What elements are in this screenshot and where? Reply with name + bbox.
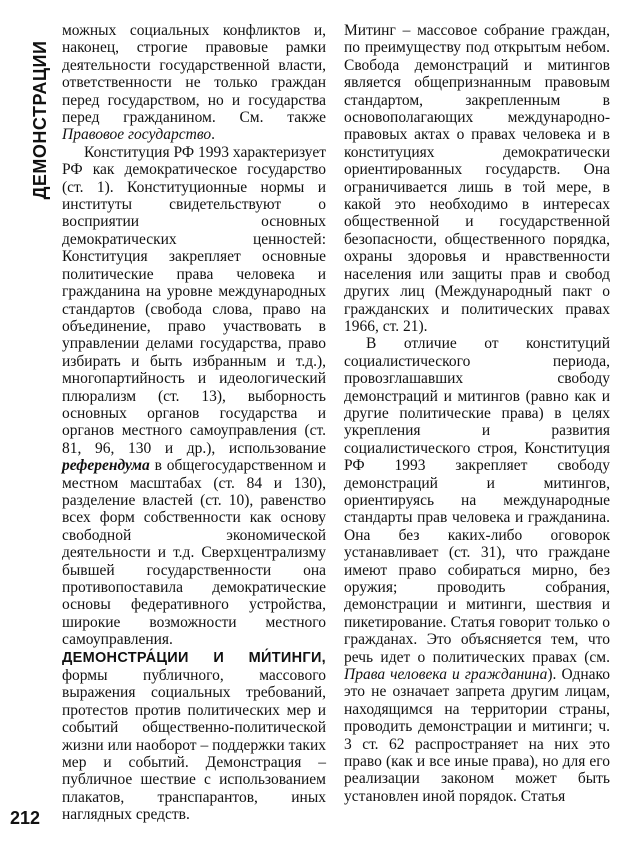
paragraph	[344, 22, 610, 335]
page-number: 212	[10, 808, 41, 828]
paragraph-text: в общегосударственном и местном масштабах (ст. 84 и 130), разделение властей (ст. 10), равенство всех форм собственности как основу свободной экономической деятельности и т.д. Сверхцентрализму бывшей государственности она противопоставила демократические основы федеративного устройства, широкие возможности местного самоуправления.	[62, 457, 326, 649]
paragraph-text: В отличие от конституций социалистического периода, провозглашавших свободу демонстраций и митингов (равно как и другие политические права) в целях укрепления и развития социалистического строя, Конституция РФ 1993 закрепляет свободу демонстраций и митингов, ориентируясь на международные стандарты прав человека и гражданина. Она без каких-либо оговорок устанавливает (ст. 31), что граждане имеют право собираться мирно, без оружия; проводить собрания, демонстрации и митинги, шествия и пикетирование. Статья говорит только о гражданах. Это объясняется тем, что речь идет о политических правах (см.	[344, 335, 610, 666]
cross-reference: референдума	[62, 457, 150, 475]
paragraph-text: можных социальных конфликтов и, наконец, строгие правовые рамки деятельности государственной власти, ответственности не только граждан перед государством, но и государства перед гражданином. См. также	[62, 22, 326, 127]
paragraph-text: ). Однако это не означает запрета другим лицам, находящимся на территории страны, проводить демонстрации и митинги; ч. 3 ст. 62 распространяет на них это право (как и все иные права), но для его реализации законом может быть установлен иной порядок. Статья	[344, 666, 610, 805]
paragraph-text: Конституция РФ 1993 характеризует РФ как демократическое государство (ст. 1). Конституционные нормы и институты свидетельствуют о восприятии основных демократических ценностей: Конституция закрепляет основные политические права человека и гражданина на уровне международных стандартов (свобода слова, право на объединение, право участвовать в управлении делами государства, право избирать и быть избранным и т.д.), многопартийность и идеологический плюрализм (ст. 13), выборность основных органов государства и органов местного самоуправления (ст. 81, 96, 130 и др.), использование	[62, 143, 326, 457]
paragraph-text: Митинг – массовое собрание граждан, по преимуществу под открытым небом. Свобода демонстраций и митингов является общепризнанным правовым стандартом, закрепленным в основополагающих международно-правовых актах о правах человека и в конституциях демократически ориентированных государств. Она ограничивается лишь в той мере, в какой это необходимо в интересах общественной и государственной безопасности, общественного порядка, охраны здоровья и нравственности населения или защиты прав и свобод других лиц (Международный пакт о гражданских и политических правах 1966, ст. 21).	[344, 22, 610, 335]
paragraph	[62, 144, 326, 649]
entry	[62, 649, 326, 824]
running-header-text: ДЕМОНСТРАЦИИ	[30, 40, 50, 200]
cross-reference: Правовое государство	[62, 126, 212, 144]
entry-headword: ДЕМОНСТРА́ЦИИ И МИ́ТИНГИ,	[62, 649, 326, 666]
cross-reference: Права человека и гражданина	[344, 666, 548, 684]
right-column	[344, 22, 610, 805]
paragraph	[62, 22, 326, 144]
left-column	[62, 22, 326, 824]
running-header	[26, 30, 58, 210]
entry-definition: формы публичного, массового выражения социальных требований, протестов против политических мер и событий общественно-политической жизни или наоборот – поддержки таких мер и событий. Демонстрация – публичное шествие с использованием плакатов, транспарантов, иных наглядных средств.	[62, 667, 326, 824]
paragraph	[344, 335, 610, 805]
paragraph-text: .	[211, 126, 215, 144]
